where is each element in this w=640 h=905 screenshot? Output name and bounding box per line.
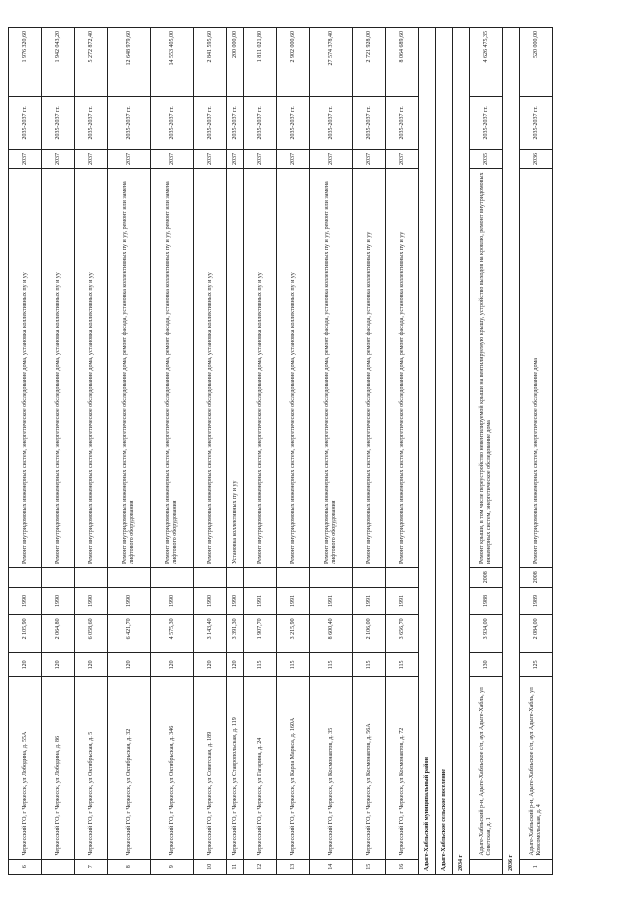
area-cell: 2 106,00: [353, 615, 386, 653]
year-header-2: [503, 28, 520, 875]
empty-cell: [244, 567, 277, 587]
area-cell: 3 143,40: [194, 615, 227, 653]
cost-cell: 2 902 000,60: [277, 28, 310, 97]
address-cell: Черкесский ГО, г Черкесск, ул Космонавтов, д. 35: [310, 677, 353, 859]
plan-year-cell: 2037: [353, 149, 386, 169]
district-header: [419, 28, 436, 875]
year-header-text: 2034 г: [453, 28, 470, 875]
row-number: 13: [277, 859, 310, 874]
built-year-cell: 1990: [151, 587, 194, 615]
period-cell: 2035-2037 гг.: [386, 97, 419, 150]
plan-year-cell: 2037: [9, 149, 42, 169]
row-number: 15: [353, 859, 386, 874]
period-cell: 2035-2037 гг.: [277, 97, 310, 150]
work-type-cell: Установка коллективных пу и уу: [227, 169, 244, 568]
empty-cell: [277, 567, 310, 587]
area-cell: 6 421,70: [108, 615, 151, 653]
year-header-2-text: 2036 г: [503, 28, 520, 875]
work-type-cell: Ремонт внутридомовых инженерных систем, энергетическое обследование дома, ремонт фасада, установка коллективных пу и уу: [386, 169, 419, 568]
row-number: 1: [520, 859, 553, 874]
work-type-cell: Ремонт крыши, в том числе переустройство невентилируемой крыши на вентилируемую крышу, устройство выходов на кровлю, ремонт внутридомовых инженерных систем, энергетическое обследование дома: [470, 169, 503, 568]
settlement-header-text: Адыге-Хабльское сельское поселение: [436, 28, 453, 875]
floors-cell: 115: [310, 653, 353, 677]
table-row: [520, 28, 553, 875]
cost-cell: 1 942 043,20: [42, 28, 75, 97]
period-cell: 2035-2037 гг.: [9, 97, 42, 150]
floors-cell: 130: [470, 653, 503, 677]
period-cell: 2035-2037 гг.: [244, 97, 277, 150]
work-type-cell: Ремонт внутридомовых инженерных систем, энергетическое обследование дома, установка коллективных пу и уу: [9, 169, 42, 568]
work-type-cell: Ремонт внутридомовых инженерных систем, энергетическое обследование дома, установка коллективных пу и уу: [277, 169, 310, 568]
table-row: [310, 28, 353, 875]
table-row: [9, 28, 42, 875]
table-row: [151, 28, 194, 875]
cost-cell: 5 272 872,40: [75, 28, 108, 97]
table-row: [42, 28, 75, 875]
period-cell: 2035-2037 гг.: [470, 97, 503, 150]
row-number: 11: [227, 859, 244, 874]
empty-cell: [151, 567, 194, 587]
area-cell: 3 934,00: [470, 615, 503, 653]
row-number: 8: [108, 859, 151, 874]
row-number: 10: [194, 859, 227, 874]
address-cell: Черкесский ГО, г Черкесск, ул Карла Маркса, д. 160А: [277, 677, 310, 859]
cost-cell: 27 574 378,40: [310, 28, 353, 97]
plan-year-cell: 2037: [386, 149, 419, 169]
empty-cell: [75, 567, 108, 587]
work-type-cell: Ремонт внутридомовых инженерных систем, энергетическое обследование дома, ремонт фасада, установка коллективных пу и уу: [353, 169, 386, 568]
previous-repair-year-cell: 2008: [470, 567, 503, 587]
floors-cell: 115: [277, 653, 310, 677]
empty-cell: [108, 567, 151, 587]
plan-year-cell: 2037: [310, 149, 353, 169]
empty-cell: [194, 567, 227, 587]
table-row: [227, 28, 244, 875]
area-cell: 3 215,90: [277, 615, 310, 653]
floors-cell: 120: [151, 653, 194, 677]
floors-cell: 120: [42, 653, 75, 677]
floors-cell: 125: [520, 653, 553, 677]
address-cell: Черкесский ГО, г Черкесск, ул Космонавтов, д. 72: [386, 677, 419, 859]
cost-cell: 2 841 595,60: [194, 28, 227, 97]
area-cell: 6 058,60: [75, 615, 108, 653]
address-cell: Черкесский ГО, г Черкесск, ул Советская, д. 189: [194, 677, 227, 859]
table-row: [108, 28, 151, 875]
plan-year-cell: 2037: [244, 149, 277, 169]
built-year-cell: 1990: [75, 587, 108, 615]
table-row: [386, 28, 419, 875]
built-year-cell: 1990: [42, 587, 75, 615]
table-row: [75, 28, 108, 875]
area-cell: 8 600,40: [310, 615, 353, 653]
area-cell: 3 656,70: [386, 615, 419, 653]
previous-repair-year-cell: 2008: [520, 567, 553, 587]
empty-cell: [9, 567, 42, 587]
repair-schedule-table: [8, 27, 553, 875]
table-row: [194, 28, 227, 875]
built-year-cell: 1991: [310, 587, 353, 615]
cost-cell: 4 626 475,35: [470, 28, 503, 97]
row-number: 9: [151, 859, 194, 874]
address-cell: Черкесский ГО, г Черкесск, ул Космонавтов, д. 56А: [353, 677, 386, 859]
plan-year-cell: 2037: [42, 149, 75, 169]
work-type-cell: Ремонт внутридомовых инженерных систем, энергетическое обследование дома, ремонт фасада, установка коллективных пу и уу, ремонт или замена лифтового оборудования: [151, 169, 194, 568]
address-cell: Черкесский ГО, г Черкесск, ул Лободина, д. 86: [42, 677, 75, 859]
row-number: 6: [9, 859, 42, 874]
plan-year-cell: 2037: [151, 149, 194, 169]
built-year-cell: 1991: [244, 587, 277, 615]
cost-cell: 1 976 320,60: [9, 28, 42, 97]
cost-cell: 14 553 405,00: [151, 28, 194, 97]
built-year-cell: 1991: [277, 587, 310, 615]
area-cell: 4 575,30: [151, 615, 194, 653]
plan-year-cell: 2035: [470, 149, 503, 169]
table-row: [277, 28, 310, 875]
floors-cell: 115: [386, 653, 419, 677]
period-cell: 2035-2037 гг.: [108, 97, 151, 150]
work-type-cell: Ремонт внутридомовых инженерных систем, энергетическое обследование дома, установка коллективных пу и уу: [75, 169, 108, 568]
period-cell: 2035-2037 гг.: [520, 97, 553, 150]
period-cell: 2035-2037 гг.: [194, 97, 227, 150]
cost-cell: 2 721 928,00: [353, 28, 386, 97]
cost-cell: 12 648 979,60: [108, 28, 151, 97]
row-number: 14: [310, 859, 353, 874]
address-cell: Адыге-Хабльский р-н, Адыге-Хабльское с/п, аул Адыге-Хабль, ул Комсомольская, д. 4: [520, 677, 553, 859]
address-cell: Черкесский ГО, г Черкесск, ул Октябрьская, д. 5: [75, 677, 108, 859]
period-cell: 2035-2037 гг.: [310, 97, 353, 150]
area-cell: 2 084,00: [520, 615, 553, 653]
empty-cell: [310, 567, 353, 587]
floors-cell: 120: [108, 653, 151, 677]
plan-year-cell: 2036: [520, 149, 553, 169]
address-cell: Черкесский ГО, г Черкесск, ул Ставропольская, д. 119: [227, 677, 244, 859]
address-cell: Черкесский ГО, г Черкесск, ул Гагарина, д. 24: [244, 677, 277, 859]
cost-cell: 8 064 689,60: [386, 28, 419, 97]
area-cell: 1 907,70: [244, 615, 277, 653]
area-cell: 2 105,90: [9, 615, 42, 653]
row-number: 7: [75, 859, 108, 874]
row-number: 12: [244, 859, 277, 874]
built-year-cell: 1990: [9, 587, 42, 615]
table-row: [244, 28, 277, 875]
row-number: [42, 859, 75, 874]
built-year-cell: 1990: [194, 587, 227, 615]
work-type-cell: Ремонт внутридомовых инженерных систем, энергетическое обследование дома, ремонт фасада, установка коллективных пу и уу, ремонт или замена лифтового оборудования: [310, 169, 353, 568]
table-row: [470, 28, 503, 875]
work-type-cell: Ремонт внутридомовых инженерных систем, энергетическое обследование дома, установка коллективных пу и уу: [194, 169, 227, 568]
floors-cell: 120: [227, 653, 244, 677]
year-header: [453, 28, 470, 875]
row-number: [470, 859, 503, 874]
empty-cell: [353, 567, 386, 587]
cost-cell: 520 000,00: [520, 28, 553, 97]
empty-cell: [386, 567, 419, 587]
floors-cell: 120: [194, 653, 227, 677]
built-year-cell: 1991: [386, 587, 419, 615]
work-type-cell: Ремонт внутридомовых инженерных систем, энергетическое обследование дома: [520, 169, 553, 568]
built-year-cell: 1989: [520, 587, 553, 615]
address-cell: Адыге-Хабльский р-н, Адыге-Хабльское с/п, аул Адыге-Хабль, ул Советская, д. 1: [470, 677, 503, 859]
floors-cell: 115: [353, 653, 386, 677]
work-type-cell: Ремонт внутридомовых инженерных систем, энергетическое обследование дома, установка коллективных пу и уу: [244, 169, 277, 568]
work-type-cell: Ремонт внутридомовых инженерных систем, энергетическое обследование дома, ремонт фасада, установка коллективных пу и уу, ремонт или замена лифтового оборудования: [108, 169, 151, 568]
built-year-cell: 1990: [227, 587, 244, 615]
empty-cell: [42, 567, 75, 587]
empty-cell: [227, 567, 244, 587]
floors-cell: 120: [9, 653, 42, 677]
period-cell: 2035-2037 гг.: [75, 97, 108, 150]
work-type-cell: Ремонт внутридомовых инженерных систем, энергетическое обследование дома, установка коллективных пу и уу: [42, 169, 75, 568]
plan-year-cell: 2037: [75, 149, 108, 169]
built-year-cell: 1988: [470, 587, 503, 615]
plan-year-cell: 2037: [108, 149, 151, 169]
address-cell: Черкесский ГО, г Черкесск, ул Октябрьская, д. 32: [108, 677, 151, 859]
row-number: 16: [386, 859, 419, 874]
plan-year-cell: 2037: [227, 149, 244, 169]
district-header-text: Адыге-Хабльский муниципальный район: [419, 28, 436, 875]
table-row: [353, 28, 386, 875]
plan-year-cell: 2037: [277, 149, 310, 169]
settlement-header: [436, 28, 453, 875]
period-cell: 2035-2037 гг.: [42, 97, 75, 150]
period-cell: 2035-2037 гг.: [151, 97, 194, 150]
floors-cell: 120: [75, 653, 108, 677]
plan-year-cell: 2037: [194, 149, 227, 169]
period-cell: 2035-2037 гг.: [227, 97, 244, 150]
built-year-cell: 1990: [108, 587, 151, 615]
address-cell: Черкесский ГО, г Черкесск, ул Октябрьская, д. 346: [151, 677, 194, 859]
table-body: [9, 28, 553, 875]
cost-cell: 200 000,00: [227, 28, 244, 97]
area-cell: 2 064,80: [42, 615, 75, 653]
cost-cell: 1 811 021,80: [244, 28, 277, 97]
area-cell: 3 391,30: [227, 615, 244, 653]
built-year-cell: 1991: [353, 587, 386, 615]
floors-cell: 115: [244, 653, 277, 677]
address-cell: Черкесский ГО, г Черкесск, ул Лободина, д. 55А: [9, 677, 42, 859]
period-cell: 2035-2037 гг.: [353, 97, 386, 150]
